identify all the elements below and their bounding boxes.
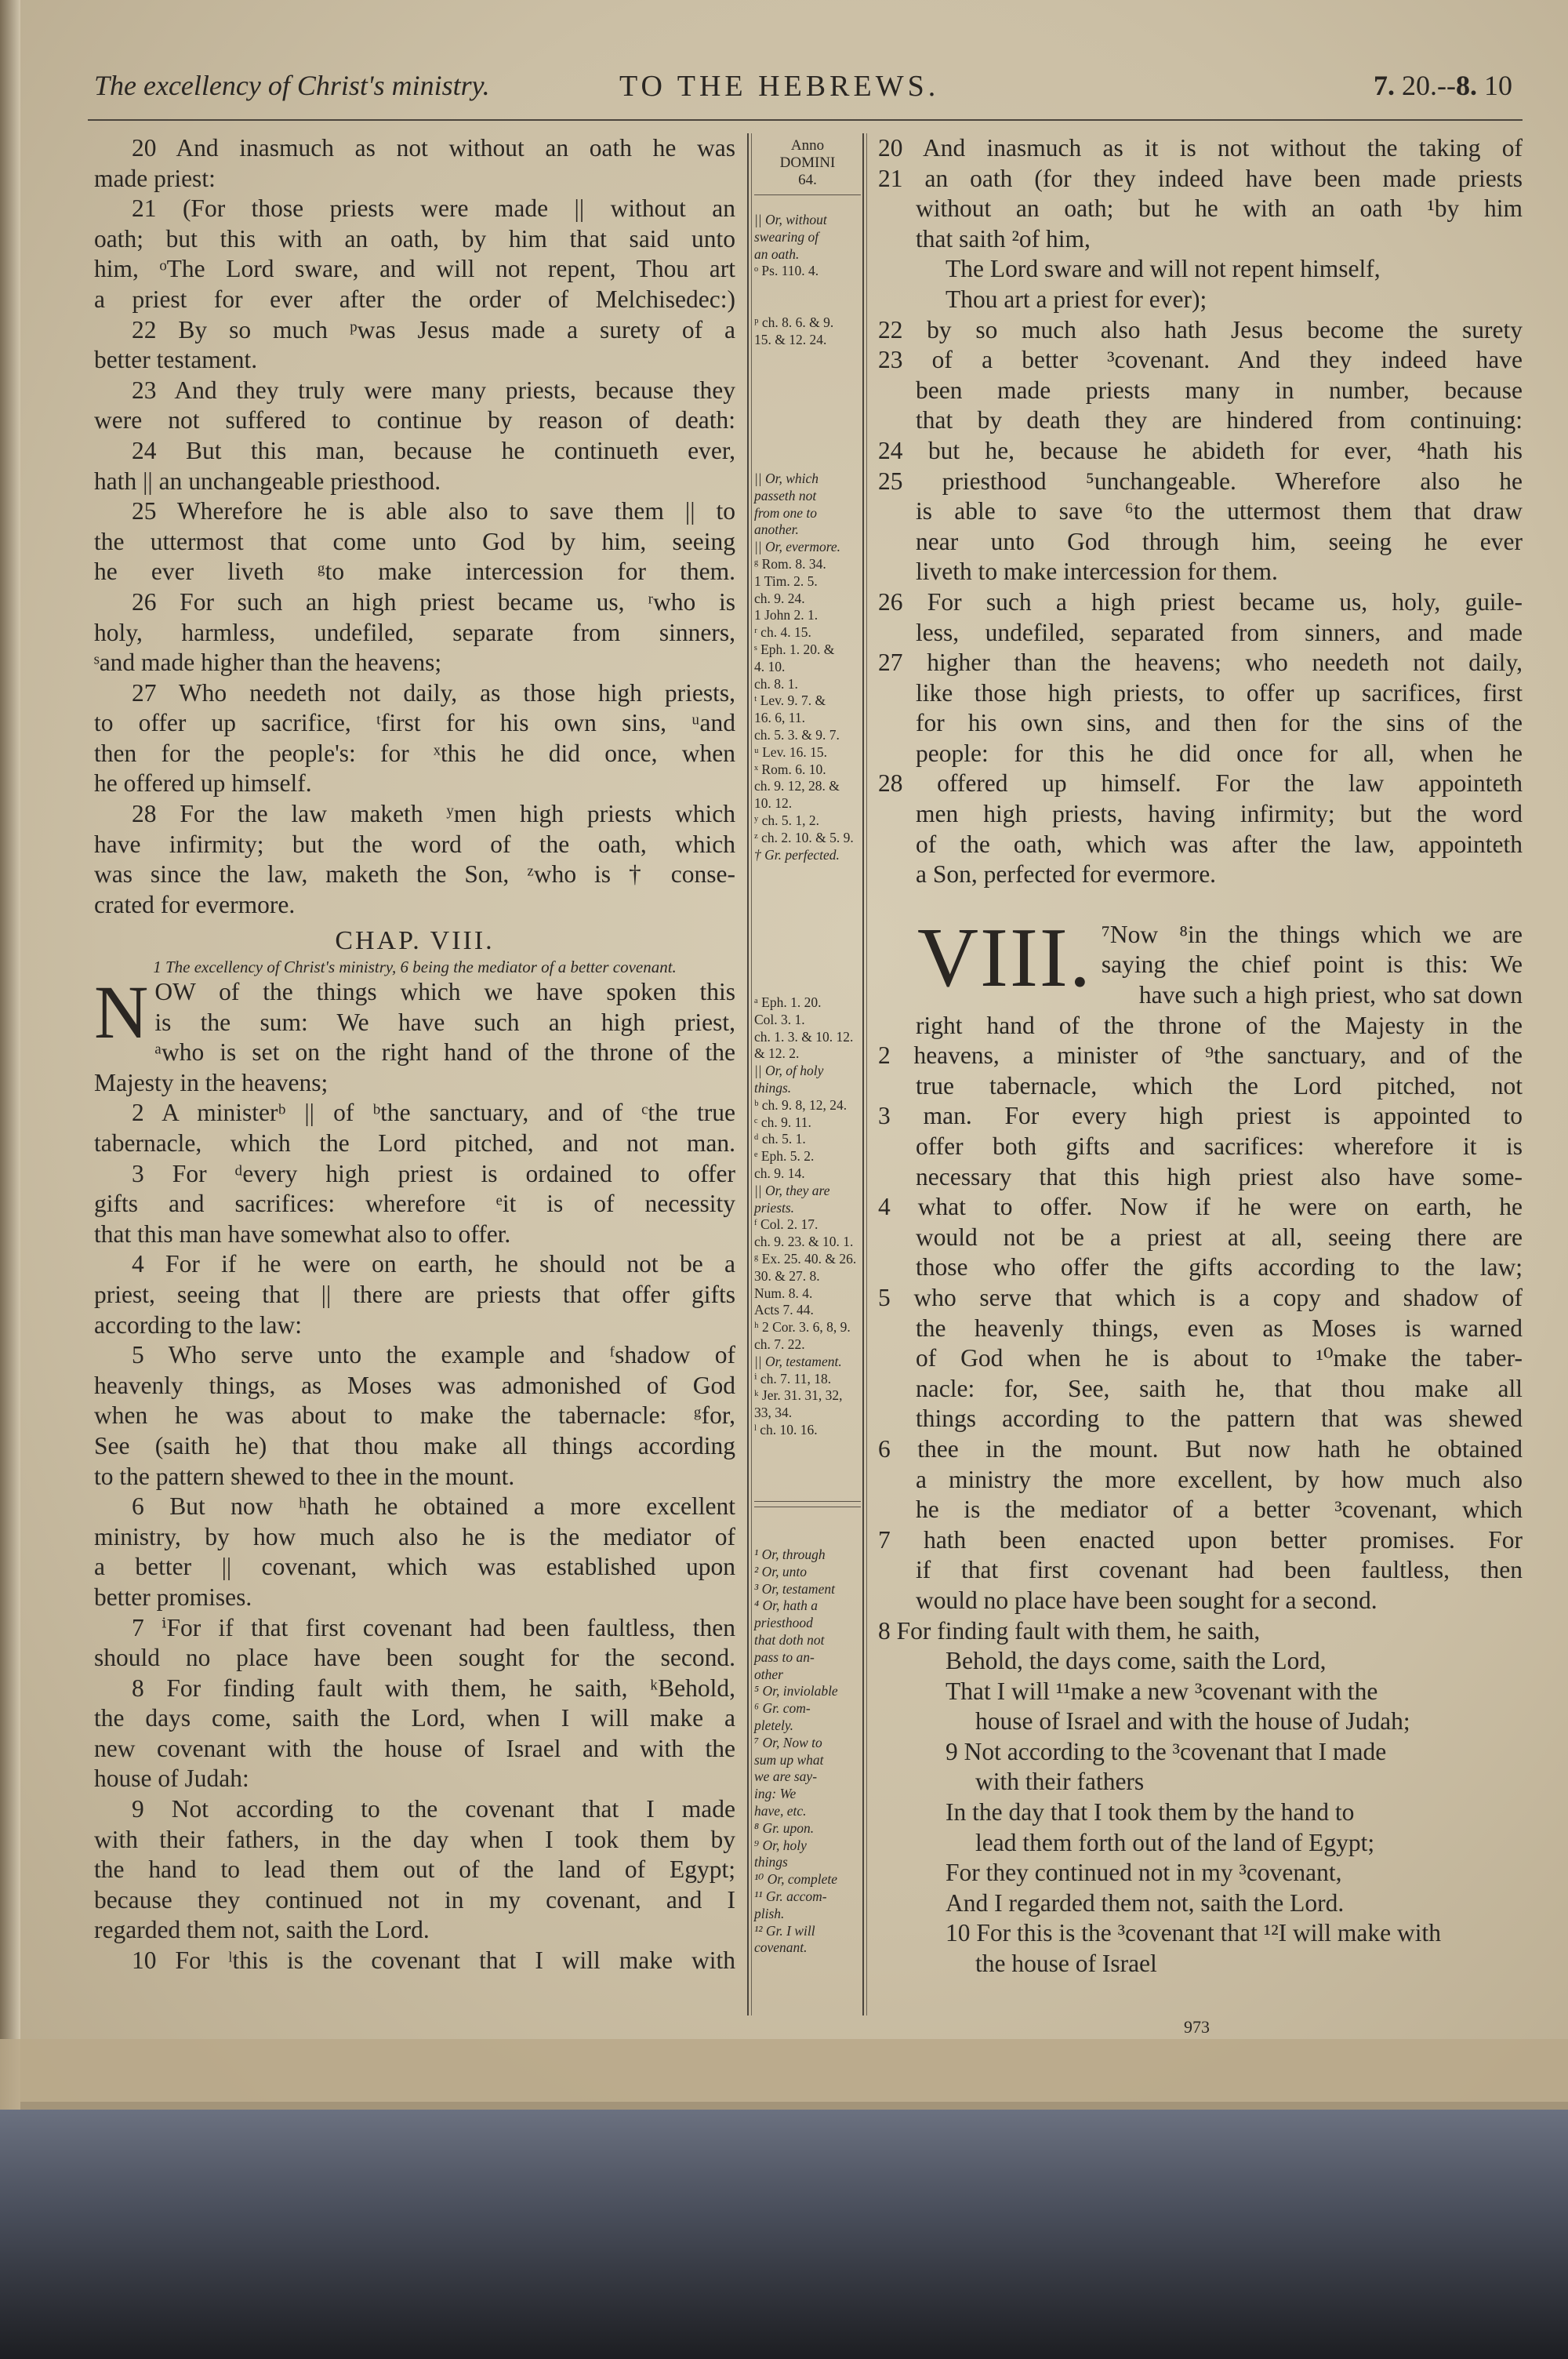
margin-rule-right <box>862 133 864 2016</box>
verse-line: those who offer the gifts according to the law; <box>916 1253 1523 1281</box>
margin-note: ch. 7. 22. <box>754 1336 805 1352</box>
verse-line: without an oath; but he with an oath ¹by him <box>916 194 1523 223</box>
verse-line: 2 A ministerᵇ || of ᵇthe sanctuary, and of ᶜthe true <box>132 1099 735 1127</box>
verse-line: because they continued not in my covenant, and I <box>94 1885 735 1914</box>
verse-line: to offer up sacrifice, ᵗfirst for his own sins, ᵘand <box>94 709 735 737</box>
margin-note: ⁵ Or, inviolable <box>754 1683 838 1699</box>
margin-note: † Gr. perfected. <box>754 846 840 863</box>
verse-line: were not suffered to continue by reason of death: <box>94 406 735 434</box>
margin-notes-bottom <box>754 1547 861 1957</box>
margin-note: ᵘ Lev. 16. 15. <box>754 743 828 760</box>
verse-line: would no place have been sought for a second. <box>916 1586 1377 1614</box>
verse-line: For they continued not in my ³covenant, <box>946 1859 1342 1887</box>
margin-note: ch. 9. 14. <box>754 1165 805 1181</box>
verse-line: 23 And they truly were many priests, because they <box>132 376 735 404</box>
background-cloth <box>0 2110 1568 2359</box>
margin-note: || Or, evermore. <box>754 539 841 555</box>
margin-note: things. <box>754 1079 792 1096</box>
verse-line: 21 an oath (for they indeed have been made priests <box>878 164 1523 192</box>
verse-line: things according to the pattern that was shewed <box>916 1405 1523 1433</box>
margin-note: ᵇ ch. 9. 8, 12, 24. <box>754 1096 848 1113</box>
margin-note: ᵈ ch. 5. 1. <box>754 1131 806 1147</box>
verse-line: 27 Who needeth not daily, as those high priests, <box>132 678 735 707</box>
verse-line: to the pattern shewed to thee in the mount. <box>94 1462 515 1490</box>
verse-line: less, undefiled, separated from sinners, and made <box>916 618 1523 646</box>
verse-line: a Son, perfected for evermore. <box>916 860 1217 889</box>
verse-line: necessary that this high priest also have some- <box>916 1162 1523 1190</box>
verse-line: of God when he is about to ¹⁰make the taber- <box>916 1344 1523 1372</box>
margin-notes-chapter8 <box>754 994 861 1439</box>
margin-note: & 12. 2. <box>754 1045 800 1062</box>
margin-note: swearing of <box>754 228 819 245</box>
margin-note: ⁷ Or, Now to <box>754 1734 822 1750</box>
verse-line: liveth to make intercession for them. <box>916 558 1278 586</box>
margin-note: ⁹ Or, holy <box>754 1837 807 1853</box>
margin-note: ch. 1. 3. & 10. 12. <box>754 1028 854 1045</box>
verse-line: 22 By so much ᵖwas Jesus made a surety of a <box>132 315 735 343</box>
margin-note: ¹⁰ Or, complete <box>754 1871 838 1888</box>
verse-line: ˢand made higher than the heavens; <box>94 649 442 677</box>
verse-line: of the oath, which was after the law, appointeth <box>916 830 1523 858</box>
verse-line: have such a high priest, who sat down <box>1138 981 1523 1009</box>
margin-note: we are say- <box>754 1768 818 1785</box>
verse-line: 9 Not according to the ³covenant that I made <box>946 1737 1387 1765</box>
margin-note <box>754 297 861 314</box>
verse-line: 20 And inasmuch as not without an oath he was <box>132 134 735 162</box>
margin-note: ᵃ Eph. 1. 20. <box>754 994 822 1010</box>
verse-line: 3 man. For every high priest is appointed to <box>878 1102 1523 1130</box>
verse-line: should no place have been sought for the second. <box>94 1644 735 1672</box>
verse-line: true tabernacle, which the Lord pitched, not <box>916 1071 1523 1100</box>
margin-note: passeth not <box>754 487 817 503</box>
margin-note: pass to an- <box>754 1648 815 1665</box>
verse-line: 23 of a better ³covenant. And they indeed have <box>878 346 1523 374</box>
verse-line: And I regarded them not, saith the Lord. <box>946 1888 1345 1917</box>
verse-line: the heavenly things, even as Moses is warned <box>916 1314 1523 1342</box>
verse-line: that by death they are hindered from continuing: <box>916 406 1523 434</box>
margin-note: ¹¹ Gr. accom- <box>754 1888 827 1904</box>
margin-note: ⁶ Gr. com- <box>754 1700 811 1717</box>
margin-note: ⁴ Or, hath a <box>754 1598 818 1614</box>
verse-line: if that first covenant had been faultless, then <box>916 1556 1523 1584</box>
margin-note: ᵍ Rom. 8. 34. <box>754 555 826 572</box>
margin-note: covenant. <box>754 1939 808 1956</box>
margin-note: 30. & 27. 8. <box>754 1267 820 1284</box>
verse-line: the days come, saith the Lord, when I will make a <box>94 1704 735 1732</box>
verse-line: 5 who serve that which is a copy and shadow of <box>878 1283 1523 1311</box>
verse-line: offer both gifts and sacrifices: wherefore it is <box>916 1132 1523 1160</box>
verse-line: 8 For finding fault with them, he saith, ᵏBehold, <box>132 1674 735 1702</box>
verse-line: would not be a priest at all, seeing there are <box>916 1223 1523 1251</box>
verse-line: better promises. <box>94 1583 252 1611</box>
verse-line: is the sum: We have such an high priest, <box>154 1008 735 1036</box>
verse-line: a better || covenant, which was established upon <box>94 1553 735 1581</box>
margin-note: ʰ 2 Cor. 3. 6, 8, 9. <box>754 1319 851 1336</box>
verse-line: lead them forth out of the land of Egypt; <box>975 1828 1375 1856</box>
margin-note: that doth not <box>754 1631 825 1648</box>
verse-line: ᵃwho is set on the right hand of the throne of the <box>154 1038 735 1067</box>
margin-note: ʸ ch. 5. 1, 2. <box>754 812 819 828</box>
verse-line: then for the people's: for ˣthis he did once, when <box>94 739 735 767</box>
margin-note: ᵍ Ex. 25. 40. & 26. <box>754 1250 857 1267</box>
verse-line: hath || an unchangeable priesthood. <box>94 467 441 495</box>
margin-note: ʳ ch. 4. 15. <box>754 624 811 641</box>
verse-line: near unto God through him, seeing he ever <box>916 527 1523 555</box>
margin-note: from one to <box>754 504 818 521</box>
rv-chapter7-text <box>878 133 1523 890</box>
verse-line: is able to save ⁶to the uttermost them that draw <box>916 497 1523 525</box>
anno-line: DOMINI <box>779 154 836 171</box>
verse-line: OW of the things which we have spoken this <box>154 978 735 1006</box>
margin-note: ing: We <box>754 1786 797 1802</box>
margin-note: || Or, of holy <box>754 1063 824 1079</box>
verse-line: him, ᵒThe Lord sware, and will not repent, Thou art <box>94 255 735 283</box>
verse-line: ministry, by how much also he is the mediator of <box>94 1522 735 1550</box>
margin-note: 1 John 2. 1. <box>754 607 818 623</box>
margin-note: ch. 9. 12, 28. & <box>754 778 840 794</box>
verse-line: right hand of the throne of the Majesty in the <box>916 1011 1523 1039</box>
margin-note: ⁸ Gr. upon. <box>754 1819 815 1836</box>
margin-note: things <box>754 1854 788 1870</box>
margin-note: pletely. <box>754 1717 794 1733</box>
verse-line: the hand to lead them out of the land of Egypt; <box>94 1856 735 1884</box>
verse-line: tabernacle, which the Lord pitched, and not man. <box>94 1129 735 1157</box>
margin-note: 4. 10. <box>754 658 786 674</box>
margin-rule-left <box>747 133 749 2016</box>
margin-note: sum up what <box>754 1751 824 1768</box>
margin-note: ch. 9. 24. <box>754 590 805 606</box>
verse-line: ⁷Now ⁸in the things which we are <box>1101 920 1523 948</box>
verse-line: 25 Wherefore he is able also to save them || to <box>132 497 735 525</box>
margin-note: ch. 5. 3. & 9. 7. <box>754 726 840 743</box>
verse-line: 26 For such an high priest became us, ʳwho is <box>132 587 735 616</box>
margin-note: ¹ Or, through <box>754 1547 826 1562</box>
header-rule <box>88 119 1523 121</box>
margin-note: an oath. <box>754 245 800 262</box>
verse-line: 10 For this is the ³covenant that ¹²I will make with <box>946 1919 1441 1947</box>
verse-line: 6 thee in the mount. But now hath he obtained <box>878 1434 1523 1463</box>
margin-note: ᵉ Eph. 5. 2. <box>754 1148 815 1165</box>
ref-separator: -- <box>1437 70 1456 101</box>
margin-note: ᶻ ch. 2. 10. & 5. 9. <box>754 829 854 845</box>
margin-divider <box>754 194 861 195</box>
verse-line: been made priests many in number, because <box>916 376 1523 404</box>
verse-line: according to the law: <box>94 1310 303 1339</box>
margin-note: 15. & 12. 24. <box>754 331 827 347</box>
margin-note: 33, 34. <box>754 1405 793 1421</box>
verse-line: house of Israel and with the house of Judah; <box>975 1707 1410 1736</box>
verse-line: when he was about to make the tabernacle: ᵍfor, <box>94 1401 735 1430</box>
verse-line: 4 what to offer. Now if he were on earth, he <box>878 1193 1523 1221</box>
margin-note: ⁱ ch. 7. 11, 18. <box>754 1370 832 1387</box>
verse-line: 24 but he, because he abideth for ever, ⁴hath his <box>878 436 1523 464</box>
verse-line: have infirmity; but the word of the oath, which <box>94 830 735 858</box>
margin-note: have, etc. <box>754 1802 807 1819</box>
verse-line: with their fathers <box>975 1768 1145 1796</box>
verse-line: he is the mediator of a better ³covenant, which <box>916 1496 1523 1524</box>
margin-rule-left-inner <box>751 133 752 2016</box>
ref-verse-start: 20. <box>1402 70 1437 101</box>
verse-line: 28 For the law maketh ʸmen high priests which <box>132 800 735 828</box>
verse-line: that this man have somewhat also to offer. <box>94 1219 511 1248</box>
verse-line: 9 Not according to the covenant that I made <box>132 1795 735 1823</box>
verse-line: 20 And inasmuch as it is not without the taking of <box>878 134 1523 162</box>
verse-line: the house of Israel <box>975 1950 1157 1978</box>
verse-line: 8 For finding fault with them, he saith, <box>878 1616 1261 1645</box>
running-head-reference <box>1374 69 1512 102</box>
margin-note: ³ Or, testament <box>754 1580 835 1597</box>
verse-line: 24 But this man, because he continueth ever, <box>132 436 735 464</box>
verse-line: people: for this he did once for all, when he <box>916 739 1523 767</box>
verse-line: 10 For ˡthis is the covenant that I will make with <box>132 1946 735 1975</box>
verse-line: that saith ²of him, <box>916 224 1091 253</box>
margin-notes-top <box>754 212 861 348</box>
verse-line: See (saith he) that thou make all things according <box>94 1431 735 1459</box>
verse-line: 2 heavens, a minister of ⁹the sanctuary, and of the <box>878 1041 1523 1070</box>
margin-note: ch. 9. 23. & 10. 1. <box>754 1234 854 1250</box>
verse-line: the uttermost that come unto God by him, seeing <box>94 527 735 555</box>
margin-note: ² Or, unto <box>754 1563 807 1579</box>
margin-note: ᵏ Jer. 31. 31, 32, <box>754 1387 843 1404</box>
running-head-left: The excellency of Christ's ministry. <box>94 70 490 101</box>
margin-note <box>754 280 861 297</box>
verse-line: men high priests, having infirmity; but the word <box>916 800 1523 828</box>
verse-line: better testament. <box>94 346 258 374</box>
margin-note: plish. <box>754 1905 785 1921</box>
verse-line: In the day that I took them by the hand to <box>946 1798 1355 1826</box>
margin-note: ˢ Eph. 1. 20. & <box>754 641 835 657</box>
margin-note: ch. 8. 1. <box>754 675 798 692</box>
page-number: 973 <box>1184 2017 1210 2037</box>
margin-note: other <box>754 1666 783 1682</box>
margin-note: || Or, which <box>754 471 819 486</box>
right-column-rv <box>878 133 1523 1979</box>
ref-chapter-end: 8. <box>1455 70 1477 101</box>
verse-line: with their fathers, in the day when I took them by <box>94 1825 735 1853</box>
kjv-chapter8-text <box>94 970 735 1976</box>
margin-note: || Or, testament. <box>754 1353 842 1369</box>
verse-line: 7 hath been enacted upon better promises. For <box>878 1525 1523 1554</box>
margin-note: ᵒ Ps. 110. 4. <box>754 263 819 279</box>
verse-line: he offered up himself. <box>94 769 312 798</box>
running-head-title: TO THE HEBREWS. <box>619 70 940 103</box>
margin-note: ˣ Rom. 6. 10. <box>754 761 826 777</box>
verse-line: 5 Who serve unto the example and ᶠshadow of <box>132 1341 735 1369</box>
kjv-chapter7-text <box>94 133 735 920</box>
verse-line: 22 by so much also hath Jesus become the surety <box>878 315 1523 343</box>
ref-chapter-start: 7. <box>1374 70 1395 101</box>
verse-line: made priest: <box>94 164 216 192</box>
verse-line: heavenly things, as Moses was admonished of God <box>94 1371 735 1399</box>
rv-chapter8-text <box>878 911 1523 1979</box>
verse-line: for his own sins, and then for the sins of the <box>916 709 1523 737</box>
margin-note: ᵗ Lev. 9. 7. & <box>754 692 826 709</box>
margin-note: ᶜ ch. 9. 11. <box>754 1114 811 1130</box>
verse-line: That I will ¹¹make a new ³covenant with the <box>946 1677 1378 1705</box>
margin-note: || Or, they are <box>754 1182 830 1198</box>
margin-note: ᵖ ch. 8. 6. & 9. <box>754 314 834 330</box>
chapter-summary: 1 The excellency of Christ's ministry, 6 being the mediator of a better covenant. <box>153 958 677 977</box>
verse-line: Majesty in the heavens; <box>94 1068 328 1096</box>
margin-note: 10. 12. <box>754 795 793 812</box>
verse-line: new covenant with the house of Israel and with the <box>94 1734 735 1762</box>
verse-line: a ministry the more excellent, by how much also <box>916 1465 1523 1493</box>
anno-line: 64. <box>798 172 817 188</box>
margin-divider <box>754 1501 861 1502</box>
verse-line: regarded them not, saith the Lord. <box>94 1916 430 1944</box>
spine-shadow <box>0 0 20 2110</box>
verse-line: nacle: for, See, saith he, that thou make all <box>916 1374 1523 1402</box>
margin-note: ᶠ Col. 2. 17. <box>754 1216 818 1233</box>
verse-line: Thou art a priest for ever); <box>946 285 1207 313</box>
verse-line: gifts and sacrifices: wherefore ᵉit is of necessity <box>94 1190 735 1218</box>
verse-line: The Lord sware and will not repent himself, <box>946 255 1381 283</box>
margin-note: 1 Tim. 2. 5. <box>754 572 818 589</box>
anno-line: Anno <box>790 137 825 154</box>
verse-line: 6 But now ʰhath he obtained a more excellent <box>132 1492 735 1521</box>
verse-line: saying the chief point is this: We <box>1101 951 1523 979</box>
anno-domini <box>754 137 861 189</box>
margin-note: 16. 6, 11. <box>754 710 805 726</box>
verse-line: was since the law, maketh the Son, ᶻwho is † conse- <box>94 860 735 889</box>
verse-line: 26 For such a high priest became us, holy, guile- <box>878 587 1523 616</box>
verse-line: 25 priesthood ⁵unchangeable. Wherefore also he <box>878 467 1523 495</box>
verse-line: like those high priests, to offer up sacrifices, first <box>916 678 1523 707</box>
verse-line: 3 For ᵈevery high priest is ordained to offer <box>132 1159 735 1187</box>
drop-cap-chapter: VIII. <box>917 911 1092 1005</box>
drop-cap-letter: N <box>94 970 149 1055</box>
margin-note: Num. 8. 4. <box>754 1285 813 1301</box>
verse-line: 7 ⁱFor if that first covenant had been faultless, then <box>132 1613 735 1641</box>
chapter-heading: CHAP. VIII. <box>335 926 495 956</box>
margin-note: || Or, without <box>754 212 827 227</box>
margin-rule-right-inner <box>866 133 867 2016</box>
margin-note: ˡ ch. 10. 16. <box>754 1421 818 1438</box>
verse-line: 4 For if he were on earth, he should not be a <box>132 1250 735 1278</box>
verse-line: 28 offered up himself. For the law appointeth <box>878 769 1523 798</box>
verse-line: a priest for ever after the order of Melchisedec:) <box>94 285 735 313</box>
ref-verse-end: 10 <box>1483 70 1512 101</box>
verse-line: crated for evermore. <box>94 890 296 918</box>
verse-line: house of Judah: <box>94 1765 249 1793</box>
verse-line: Behold, the days come, saith the Lord, <box>946 1647 1327 1675</box>
margin-note: Col. 3. 1. <box>754 1011 805 1027</box>
verse-line: he ever liveth ᵍto make intercession for them. <box>94 558 735 586</box>
margin-note: ¹² Gr. I will <box>754 1922 815 1939</box>
left-column-kjv <box>94 133 735 1976</box>
verse-line: holy, harmless, undefiled, separate from sinners, <box>94 618 735 646</box>
verse-line: 27 higher than the heavens; who needeth not daily, <box>878 649 1523 677</box>
margin-notes-middle <box>754 471 861 863</box>
margin-note: another. <box>754 522 799 538</box>
margin-note: Acts 7. 44. <box>754 1302 814 1318</box>
verse-line: 21 (For those priests were made || without an <box>132 194 735 223</box>
margin-note: priests. <box>754 1199 795 1216</box>
verse-line: oath; but this with an oath, by him that said unto <box>94 224 735 253</box>
margin-note: priesthood <box>754 1615 813 1631</box>
verse-line: priest, seeing that || there are priests that offer gifts <box>94 1280 735 1308</box>
